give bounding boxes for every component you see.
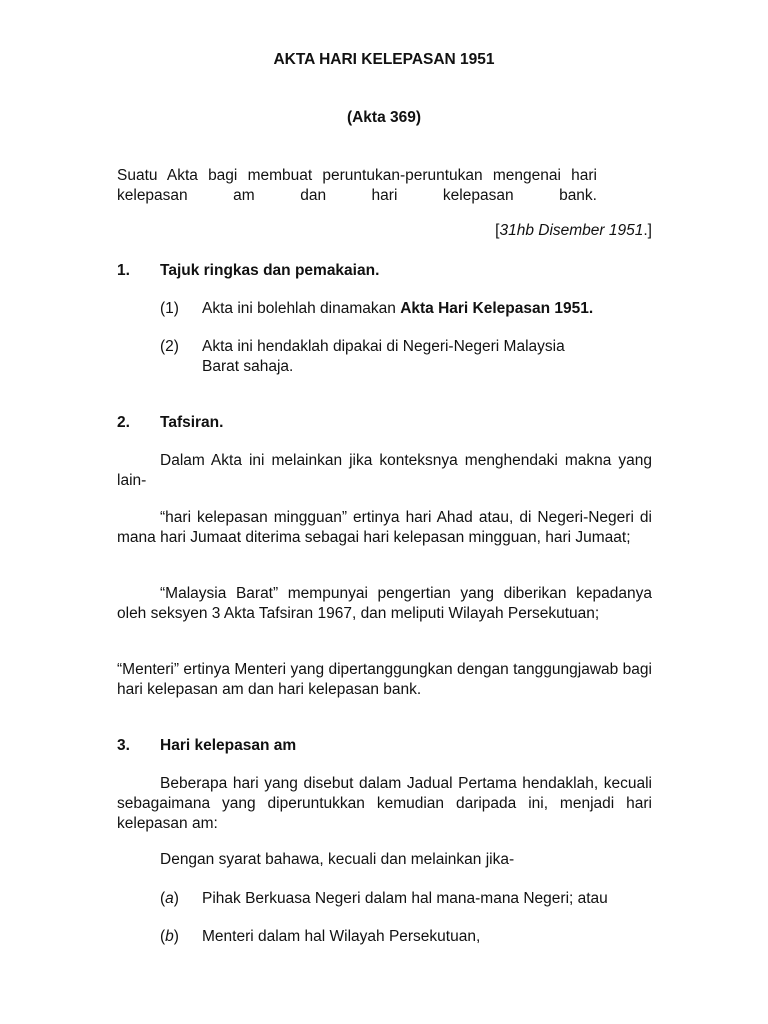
act-number: (Akta 369) (346, 109, 422, 126)
subsection-1-2-marker: (2) (160, 338, 179, 355)
section-1-heading: Tajuk ringkas dan pemakaian. (160, 262, 380, 279)
section-3-number: 3. (117, 737, 130, 754)
definition-menteri: “Menteri” ertinya Menteri yang dipertanggungkan dengan tanggungjawab bagi hari kelepasan am dan hari kelepasan bank. (117, 661, 652, 698)
section-3-body: Beberapa hari yang disebut dalam Jadual Pertama hendaklah, kecuali sebagaimana yang diperuntukkan kemudian daripada ini, menjadi hari kelepasan am: (117, 775, 652, 832)
enactment-date: [31hb Disember 1951.] (495, 222, 652, 239)
act-title: AKTA HARI KELEPASAN 1951 (273, 51, 495, 68)
section-2-heading: Tafsiran. (160, 414, 224, 431)
section-1-number: 1. (117, 262, 130, 279)
item-b-marker: (b) (160, 928, 179, 945)
definition-malaysia-barat: “Malaysia Barat” mempunyai pengertian yang diberikan kepadanya oleh seksyen 3 Akta Tafsiran 1967, dan meliputi Wilayah Persekutuan; (117, 585, 652, 622)
section-2-number: 2. (117, 414, 130, 431)
subsection-1-1-text: Akta ini bolehlah dinamakan Akta Hari Kelepasan 1951. (202, 300, 594, 317)
section-3-proviso: Dengan syarat bahawa, kecuali dan melainkan jika- (160, 851, 515, 868)
definition-hari-kelepasan-mingguan: “hari kelepasan mingguan” ertinya hari Ahad atau, di Negeri-Negeri di mana hari Jumaat diterima sebagai hari kelepasan mingguan, hari Jumaat; (117, 509, 652, 546)
item-b-text: Menteri dalam hal Wilayah Persekutuan, (202, 928, 481, 945)
preamble: Suatu Akta bagi membuat peruntukan-peruntukan mengenai hari kelepasan am dan hari kelepasan bank. (117, 167, 597, 204)
section-2-intro: Dalam Akta ini melainkan jika konteksnya menghendaki makna yang lain- (117, 452, 652, 489)
subsection-1-1-marker: (1) (160, 300, 179, 317)
section-3-heading: Hari kelepasan am (160, 737, 297, 754)
subsection-1-2-text: Akta ini hendaklah dipakai di Negeri-Negeri Malaysia Barat sahaja. (202, 338, 565, 375)
item-a-marker: (a) (160, 890, 179, 907)
item-a-text: Pihak Berkuasa Negeri dalam hal mana-mana Negeri; atau (202, 890, 608, 907)
